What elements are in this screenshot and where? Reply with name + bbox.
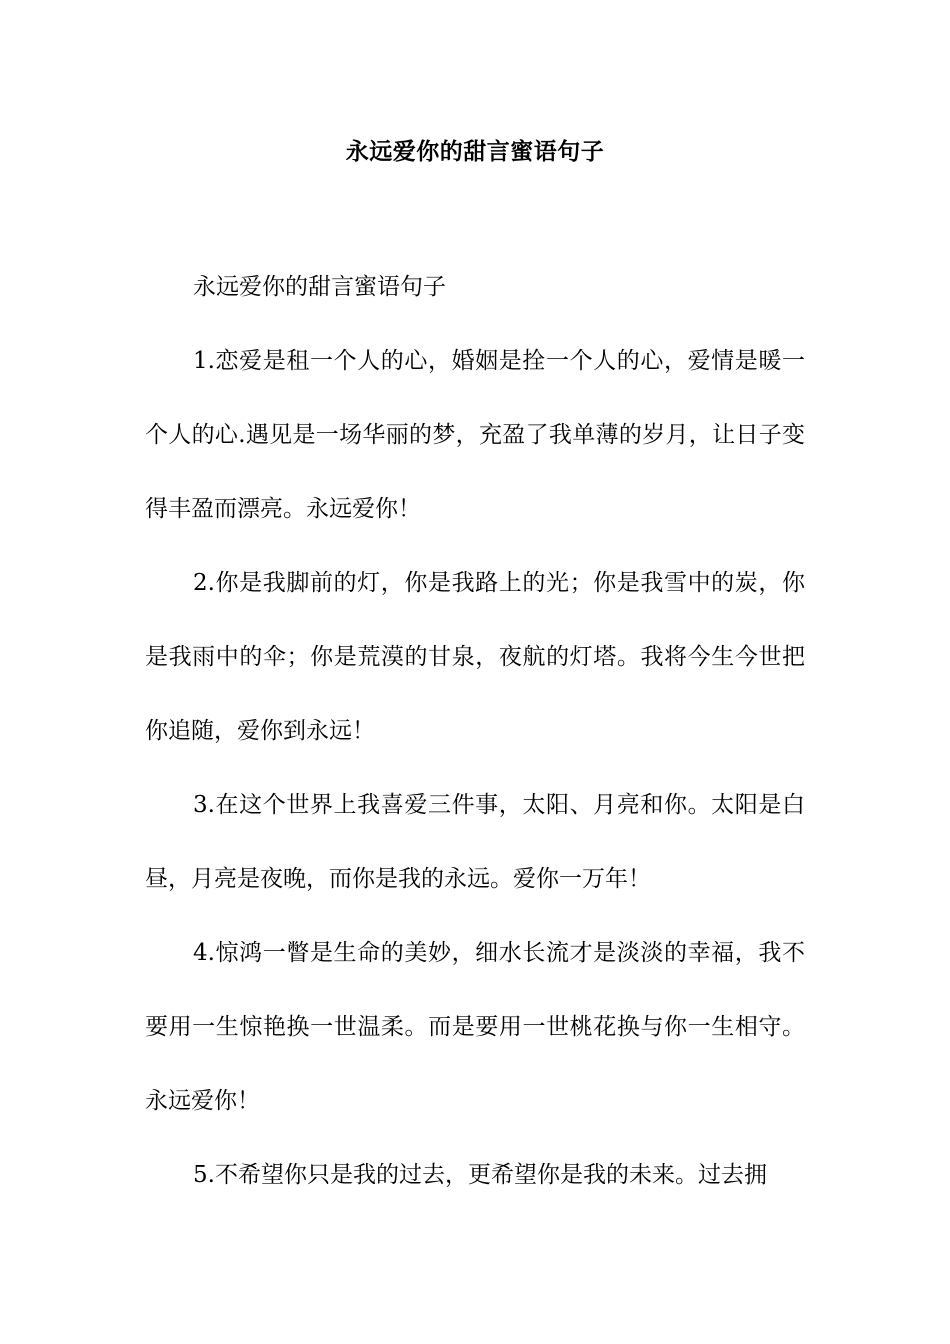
document-body — [145, 250, 805, 1212]
document-title: 永远爱你的甜言蜜语句子 — [345, 138, 605, 165]
paragraph-item-3: 3.在这个世界上我喜爱三件事，太阳、月亮和你。太阳是白昼，月亮是夜晚，而你是我的永远。爱你一万年！ — [145, 792, 805, 892]
paragraph-item-1: 1.恋爱是租一个人的心，婚姻是拴一个人的心，爱情是暖一个人的心.遇见是一场华丽的梦，充盈了我单薄的岁月，让日子变得丰盈而漂亮。永远爱你！ — [145, 348, 805, 522]
paragraph-item-5: 5.不希望你只是我的过去，更希望你是我的未来。过去拥 — [193, 1162, 767, 1188]
paragraph-item-2: 2.你是我脚前的灯，你是我路上的光；你是我雪中的炭，你是我雨中的伞；你是荒漠的甘泉，夜航的灯塔。我将今生今世把你追随，爱你到永远！ — [145, 570, 805, 744]
paragraph-item-4: 4.惊鸿一瞥是生命的美妙，细水长流才是淡淡的幸福，我不要用一生惊艳换一世温柔。而是要用一世桃花换与你一生相守。永远爱你！ — [145, 940, 805, 1114]
paragraph-heading: 永远爱你的甜言蜜语句子 — [193, 274, 446, 300]
